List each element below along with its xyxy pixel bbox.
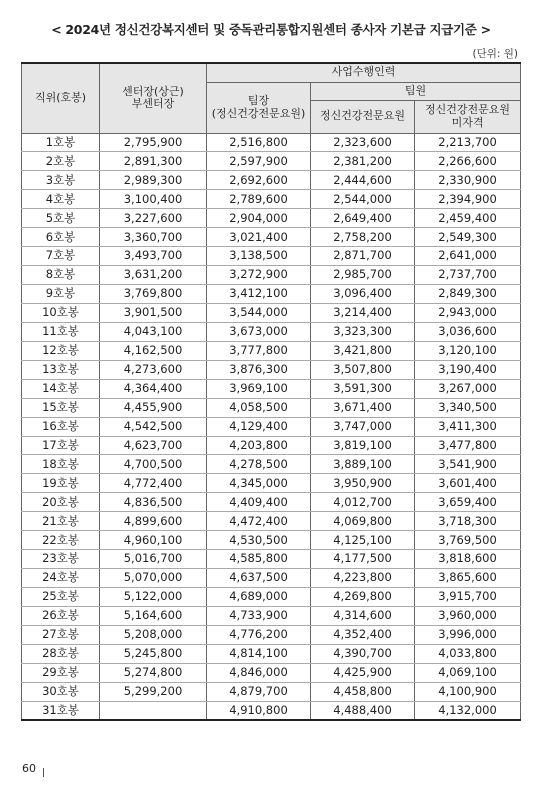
specialist-salary-cell: 3,889,100	[311, 455, 415, 474]
rank-cell: 23호봉	[22, 550, 100, 569]
table-row	[22, 341, 521, 360]
director-salary-cell: 5,164,600	[100, 606, 207, 625]
team-leader-salary-cell: 3,969,100	[207, 379, 311, 398]
specialist-salary-cell: 3,950,900	[311, 474, 415, 493]
rank-cell: 22호봉	[22, 531, 100, 550]
non-qualified-salary-cell: 3,541,900	[415, 455, 521, 474]
team-leader-salary-cell: 2,597,900	[207, 152, 311, 171]
table-row	[22, 398, 521, 417]
table-row	[22, 190, 521, 209]
table-row	[22, 171, 521, 190]
director-salary-cell: 3,493,700	[100, 247, 207, 266]
team-leader-salary-cell: 2,789,600	[207, 190, 311, 209]
team-leader-salary-cell: 4,409,400	[207, 493, 311, 512]
director-salary-cell: 5,274,800	[100, 663, 207, 682]
director-salary-cell: 4,836,500	[100, 493, 207, 512]
table-row	[22, 417, 521, 436]
director-salary-cell: 4,960,100	[100, 531, 207, 550]
header-team-leader: 팀장 (정신건강전문요원)	[207, 82, 311, 133]
team-leader-salary-cell: 3,673,000	[207, 322, 311, 341]
non-qualified-salary-cell: 3,960,000	[415, 606, 521, 625]
specialist-salary-cell: 4,425,900	[311, 663, 415, 682]
team-leader-salary-cell: 4,278,500	[207, 455, 311, 474]
specialist-salary-cell: 2,871,700	[311, 247, 415, 266]
director-salary-cell: 4,623,700	[100, 436, 207, 455]
non-qualified-salary-cell: 3,477,800	[415, 436, 521, 455]
table-row	[22, 209, 521, 228]
header-non-qualified: 정신건강전문요원 미자격	[415, 100, 521, 133]
specialist-salary-cell: 3,819,100	[311, 436, 415, 455]
team-leader-salary-cell: 4,129,400	[207, 417, 311, 436]
table-row	[22, 531, 521, 550]
non-qualified-salary-cell: 2,266,600	[415, 152, 521, 171]
specialist-salary-cell: 2,758,200	[311, 228, 415, 247]
director-salary-cell: 3,901,500	[100, 303, 207, 322]
non-qualified-salary-cell: 3,120,100	[415, 341, 521, 360]
director-salary-cell	[100, 701, 207, 720]
page-number: 60	[22, 762, 36, 775]
non-qualified-salary-cell: 4,069,100	[415, 663, 521, 682]
team-leader-salary-cell: 4,472,400	[207, 512, 311, 531]
table-row	[22, 701, 521, 720]
rank-cell: 13호봉	[22, 360, 100, 379]
table-row	[22, 266, 521, 285]
director-salary-cell: 5,016,700	[100, 550, 207, 569]
rank-cell: 5호봉	[22, 209, 100, 228]
team-leader-salary-cell: 3,544,000	[207, 303, 311, 322]
non-qualified-salary-cell: 2,943,000	[415, 303, 521, 322]
rank-cell: 28호봉	[22, 644, 100, 663]
director-salary-cell: 4,700,500	[100, 455, 207, 474]
non-qualified-salary-cell: 3,190,400	[415, 360, 521, 379]
non-qualified-salary-cell: 3,659,400	[415, 493, 521, 512]
header-director: 센터장(상근) 부센터장	[100, 63, 207, 133]
team-leader-salary-cell: 3,876,300	[207, 360, 311, 379]
team-leader-salary-cell: 4,345,000	[207, 474, 311, 493]
specialist-salary-cell: 4,458,800	[311, 682, 415, 701]
table-row	[22, 550, 521, 569]
rank-cell: 15호봉	[22, 398, 100, 417]
table-row	[22, 474, 521, 493]
table-row	[22, 322, 521, 341]
specialist-salary-cell: 2,444,600	[311, 171, 415, 190]
non-qualified-salary-cell: 4,033,800	[415, 644, 521, 663]
header-specialist: 정신건강전문요원	[311, 100, 415, 133]
director-salary-cell: 3,227,600	[100, 209, 207, 228]
rank-cell: 25호봉	[22, 588, 100, 607]
table-row	[22, 247, 521, 266]
table-row	[22, 360, 521, 379]
non-qualified-salary-cell: 3,915,700	[415, 588, 521, 607]
team-leader-salary-cell: 4,776,200	[207, 625, 311, 644]
specialist-salary-cell: 3,323,300	[311, 322, 415, 341]
director-salary-cell: 5,208,000	[100, 625, 207, 644]
table-row	[22, 625, 521, 644]
rank-cell: 8호봉	[22, 266, 100, 285]
rank-cell: 21호봉	[22, 512, 100, 531]
rank-cell: 19호봉	[22, 474, 100, 493]
specialist-salary-cell: 4,390,700	[311, 644, 415, 663]
rank-cell: 11호봉	[22, 322, 100, 341]
specialist-salary-cell: 4,177,500	[311, 550, 415, 569]
team-leader-salary-cell: 2,904,000	[207, 209, 311, 228]
table-row	[22, 303, 521, 322]
table-row	[22, 606, 521, 625]
rank-cell: 20호봉	[22, 493, 100, 512]
rank-cell: 9호봉	[22, 285, 100, 304]
team-leader-salary-cell: 2,692,600	[207, 171, 311, 190]
director-salary-cell: 3,631,200	[100, 266, 207, 285]
non-qualified-salary-cell: 4,100,900	[415, 682, 521, 701]
specialist-salary-cell: 2,649,400	[311, 209, 415, 228]
non-qualified-salary-cell: 2,737,700	[415, 266, 521, 285]
director-salary-cell: 5,299,200	[100, 682, 207, 701]
rank-cell: 17호봉	[22, 436, 100, 455]
director-salary-cell: 3,769,800	[100, 285, 207, 304]
non-qualified-salary-cell: 3,340,500	[415, 398, 521, 417]
non-qualified-salary-cell: 2,549,300	[415, 228, 521, 247]
specialist-salary-cell: 2,323,600	[311, 133, 415, 152]
director-salary-cell: 4,542,500	[100, 417, 207, 436]
non-qualified-salary-cell: 2,849,300	[415, 285, 521, 304]
team-leader-salary-cell: 4,733,900	[207, 606, 311, 625]
team-leader-salary-cell: 4,910,800	[207, 701, 311, 720]
non-qualified-salary-cell: 3,601,400	[415, 474, 521, 493]
rank-cell: 4호봉	[22, 190, 100, 209]
specialist-salary-cell: 4,223,800	[311, 569, 415, 588]
rank-cell: 1호봉	[22, 133, 100, 152]
header-team-member: 팀원	[311, 82, 521, 100]
specialist-salary-cell: 4,269,800	[311, 588, 415, 607]
table-row	[22, 588, 521, 607]
rank-cell: 26호봉	[22, 606, 100, 625]
team-leader-salary-cell: 3,777,800	[207, 341, 311, 360]
table-row	[22, 152, 521, 171]
rank-cell: 14호봉	[22, 379, 100, 398]
rank-cell: 3호봉	[22, 171, 100, 190]
rank-cell: 6호봉	[22, 228, 100, 247]
rank-cell: 30호봉	[22, 682, 100, 701]
team-leader-salary-cell: 4,530,500	[207, 531, 311, 550]
team-leader-salary-cell: 3,138,500	[207, 247, 311, 266]
director-salary-cell: 5,245,800	[100, 644, 207, 663]
team-leader-salary-cell: 4,585,800	[207, 550, 311, 569]
director-salary-cell: 3,100,400	[100, 190, 207, 209]
rank-cell: 7호봉	[22, 247, 100, 266]
director-salary-cell: 4,162,500	[100, 341, 207, 360]
non-qualified-salary-cell: 3,996,000	[415, 625, 521, 644]
non-qualified-salary-cell: 3,267,000	[415, 379, 521, 398]
table-row	[22, 455, 521, 474]
non-qualified-salary-cell: 2,330,900	[415, 171, 521, 190]
rank-cell: 2호봉	[22, 152, 100, 171]
specialist-salary-cell: 2,544,000	[311, 190, 415, 209]
non-qualified-salary-cell: 3,036,600	[415, 322, 521, 341]
specialist-salary-cell: 3,096,400	[311, 285, 415, 304]
non-qualified-salary-cell: 2,394,900	[415, 190, 521, 209]
team-leader-salary-cell: 4,846,000	[207, 663, 311, 682]
table-row	[22, 569, 521, 588]
non-qualified-salary-cell: 3,769,500	[415, 531, 521, 550]
specialist-salary-cell: 3,507,800	[311, 360, 415, 379]
table-row	[22, 663, 521, 682]
director-salary-cell: 4,364,400	[100, 379, 207, 398]
rank-cell: 10호봉	[22, 303, 100, 322]
non-qualified-salary-cell: 3,865,600	[415, 569, 521, 588]
rank-cell: 24호봉	[22, 569, 100, 588]
specialist-salary-cell: 4,012,700	[311, 493, 415, 512]
header-rank: 직위(호봉)	[22, 63, 100, 133]
team-leader-salary-cell: 2,516,800	[207, 133, 311, 152]
table-row	[22, 682, 521, 701]
rank-cell: 27호봉	[22, 625, 100, 644]
non-qualified-salary-cell: 2,641,000	[415, 247, 521, 266]
specialist-salary-cell: 2,985,700	[311, 266, 415, 285]
table-row	[22, 228, 521, 247]
rank-cell: 31호봉	[22, 701, 100, 720]
team-leader-salary-cell: 4,203,800	[207, 436, 311, 455]
specialist-salary-cell: 2,381,200	[311, 152, 415, 171]
unit-label: (단위: 원)	[472, 48, 518, 60]
specialist-salary-cell: 3,671,400	[311, 398, 415, 417]
specialist-salary-cell: 3,591,300	[311, 379, 415, 398]
team-leader-salary-cell: 4,814,100	[207, 644, 311, 663]
rank-cell: 12호봉	[22, 341, 100, 360]
director-salary-cell: 5,070,000	[100, 569, 207, 588]
director-salary-cell: 4,899,600	[100, 512, 207, 531]
team-leader-salary-cell: 3,272,900	[207, 266, 311, 285]
director-salary-cell: 4,772,400	[100, 474, 207, 493]
table-row	[22, 285, 521, 304]
non-qualified-salary-cell: 4,132,000	[415, 701, 521, 720]
specialist-salary-cell: 4,125,100	[311, 531, 415, 550]
table-row	[22, 644, 521, 663]
specialist-salary-cell: 3,214,400	[311, 303, 415, 322]
team-leader-salary-cell: 4,689,000	[207, 588, 311, 607]
team-leader-salary-cell: 4,879,700	[207, 682, 311, 701]
non-qualified-salary-cell: 2,213,700	[415, 133, 521, 152]
non-qualified-salary-cell: 3,411,300	[415, 417, 521, 436]
table-body	[22, 133, 521, 720]
specialist-salary-cell: 4,314,600	[311, 606, 415, 625]
director-salary-cell: 2,891,300	[100, 152, 207, 171]
specialist-salary-cell: 4,069,800	[311, 512, 415, 531]
specialist-salary-cell: 3,421,800	[311, 341, 415, 360]
table-row	[22, 493, 521, 512]
specialist-salary-cell: 4,352,400	[311, 625, 415, 644]
team-leader-salary-cell: 4,637,500	[207, 569, 311, 588]
non-qualified-salary-cell: 3,718,300	[415, 512, 521, 531]
specialist-salary-cell: 4,488,400	[311, 701, 415, 720]
director-salary-cell: 4,043,100	[100, 322, 207, 341]
header-business-staff: 사업수행인력	[207, 63, 521, 82]
table-row	[22, 133, 521, 152]
director-salary-cell: 5,122,000	[100, 588, 207, 607]
director-salary-cell: 4,455,900	[100, 398, 207, 417]
team-leader-salary-cell: 3,412,100	[207, 285, 311, 304]
director-salary-cell: 3,360,700	[100, 228, 207, 247]
table-row	[22, 436, 521, 455]
document-title: < 2024년 정신건강복지센터 및 중독관리통합지원센터 종사자 기본급 지급기준 >	[51, 22, 491, 37]
rank-cell: 16호봉	[22, 417, 100, 436]
table-row	[22, 379, 521, 398]
team-leader-salary-cell: 4,058,500	[207, 398, 311, 417]
rank-cell: 18호봉	[22, 455, 100, 474]
specialist-salary-cell: 3,747,000	[311, 417, 415, 436]
salary-table	[21, 62, 521, 721]
page-number-divider	[43, 768, 44, 777]
director-salary-cell: 2,795,900	[100, 133, 207, 152]
team-leader-salary-cell: 3,021,400	[207, 228, 311, 247]
non-qualified-salary-cell: 2,459,400	[415, 209, 521, 228]
director-salary-cell: 4,273,600	[100, 360, 207, 379]
rank-cell: 29호봉	[22, 663, 100, 682]
non-qualified-salary-cell: 3,818,600	[415, 550, 521, 569]
director-salary-cell: 2,989,300	[100, 171, 207, 190]
table-row	[22, 512, 521, 531]
